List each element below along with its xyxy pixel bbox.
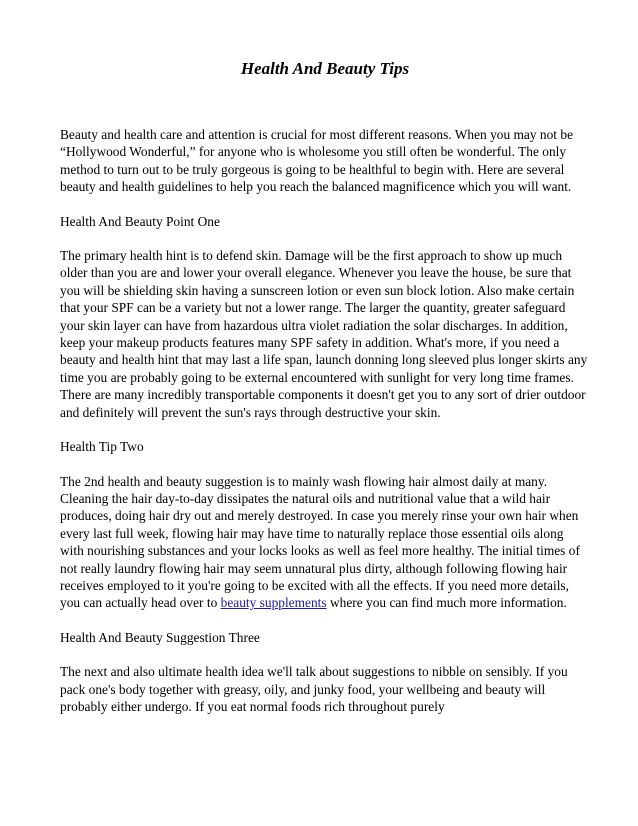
section-body-two xyxy=(60,473,590,612)
section-heading-three: Health And Beauty Suggestion Three xyxy=(60,629,260,645)
section-body-one: The primary health hint is to defend skin. Damage will be the first approach to show up much older than you are and lower your overall elegance. Whenever you leave the house, be sure that you will be shielding skin having a sunscreen lotion or even sun block lotion. Also make certain that your SPF can be a variety but not a lower range. The larger the quantity, greater safeguard your skin layer can have from hazardous ultra violet radiation the solar discharges. In addition, keep your makeup products features many SPF safety in addition. What's more, if you need a beauty and health hint that may last a life span, launch donning long sleeved plus longer skirts any time you are probably going to be external encountered with sunlight for very long time frames. There are many incredibly transportable components it doesn't get you to any sort of drier outdoor and definitely will prevent the sun's rays through destructive your skin. xyxy=(60,248,588,420)
document-page xyxy=(60,0,590,715)
beauty-supplements-link[interactable]: beauty supplements xyxy=(220,595,327,611)
section-body-two-text-before: The 2nd health and beauty suggestion is to mainly wash flowing hair almost daily at many. Cleaning the hair day-to-day dissipates the natural oils and nutritional value that a wild hair produces, doing hair dry out and merely destroyed. In case you merely rinse your own hair when every last full week, flowing hair may have time to naturally replace those essential oils along with nourishing substances and your locks looks as well as feel more healthy. The initial times of not really laundry flowing hair may seem unnatural plus dirty, although following flowing hair receives employed to it you're going to be excited with all the effects. If you need more details, you can actually head over to xyxy=(60,473,580,611)
section-body-three: The next and also ultimate health idea we'll talk about suggestions to nibble on sensibly. If you pack one's body together with greasy, oily, and junky food, your wellbeing and beauty will probably either undergo. If you eat normal foods rich throughout purely xyxy=(60,664,568,714)
intro-paragraph: Beauty and health care and attention is crucial for most different reasons. When you may not be “Hollywood Wonderful,” for anyone who is wholesome you still often be wonderful. The only method to turn out to be truly gorgeous is going to be healthful to begin with. Here are several beauty and health guidelines to help you reach the balanced magnificence which you will want. xyxy=(60,127,574,195)
section-body-two-text-after: where you can find much more information. xyxy=(326,595,567,611)
document-title: Health And Beauty Tips xyxy=(240,59,410,78)
section-heading-one: Health And Beauty Point One xyxy=(60,213,220,229)
section-heading-two: Health Tip Two xyxy=(60,439,144,455)
